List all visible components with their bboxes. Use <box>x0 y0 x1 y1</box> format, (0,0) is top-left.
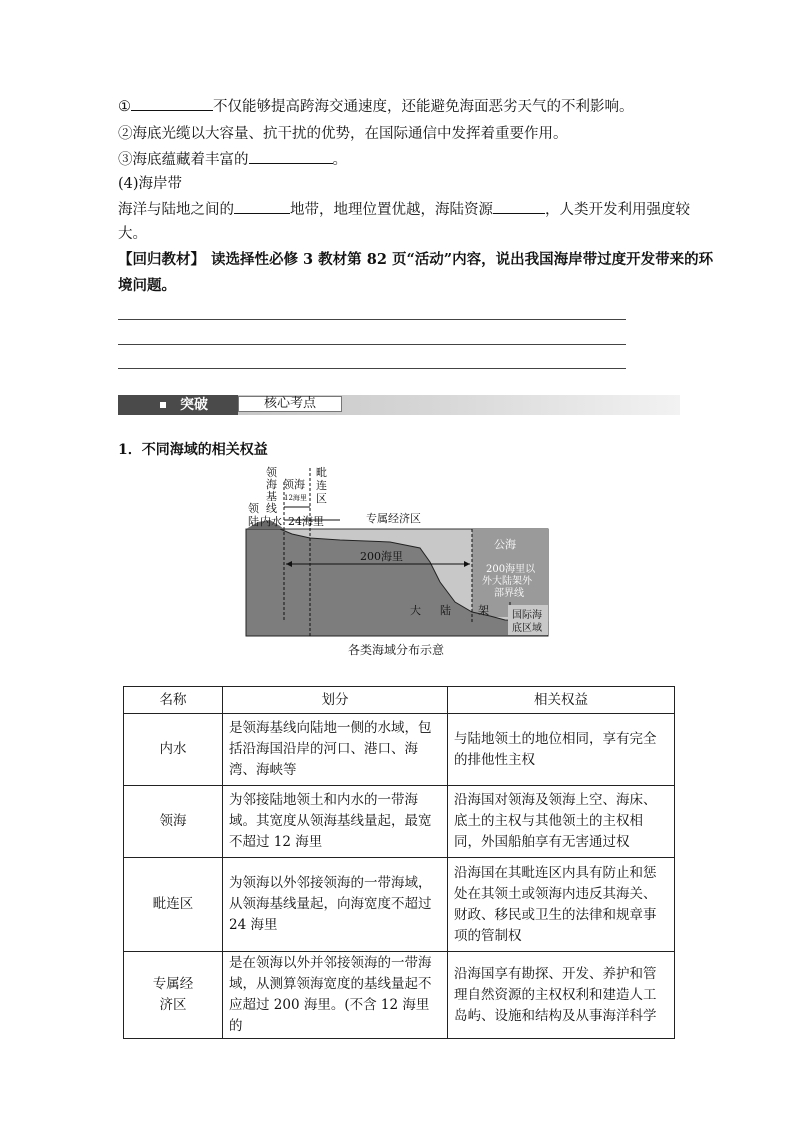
label-high-seas: 公海 <box>494 538 516 551</box>
cell-division: 为邻接陆地领土和内水的一带海 域。其宽度从领海基线量起，最宽 不超过 12 海里 <box>223 786 448 858</box>
cell-division: 为领海以外邻接领海的一带海域， 从领海基线量起，向海宽度不超过 24 海里 <box>223 858 448 952</box>
label-intl-area-2: 底区域 <box>512 623 542 634</box>
cell-name: 内水 <box>124 714 223 786</box>
label-ling-col-4: 线 <box>266 502 277 515</box>
subheading-coast: (4)海岸带 <box>118 176 183 192</box>
cell-name: 专属经 济区 <box>124 952 223 1039</box>
label-shelf-line-3: 部界线 <box>494 588 524 599</box>
label-ling-col-3: 基 <box>266 490 277 503</box>
label-24nm: 24海里 <box>288 515 324 528</box>
cell-rights: 沿海国在其毗连区内具有防止和惩 处在其领土或领海内违反其海关、 财政、移民或卫生的法律和规章事 项的管制权 <box>448 858 675 952</box>
header-division: 划分 <box>223 687 448 714</box>
label-200nm: 200海里 <box>360 550 403 563</box>
label-12nm: 12海里 <box>284 494 307 502</box>
fill-blank-3[interactable] <box>234 199 290 214</box>
header-rights: 相关权益 <box>448 687 675 714</box>
banner-label: 突破 <box>180 397 208 413</box>
table-row <box>124 714 675 786</box>
header-name: 名称 <box>124 687 223 714</box>
label-eez: 专属经济区 <box>366 512 421 525</box>
cell-name: 毗连区 <box>124 858 223 952</box>
review-tag: 【回归教材】 <box>118 251 205 268</box>
answer-line-1[interactable] <box>118 319 626 320</box>
answer-line-3[interactable] <box>118 368 626 369</box>
label-pilian-3: 区 <box>316 492 327 505</box>
table-row <box>124 858 675 952</box>
label-ling: 领 <box>248 502 259 515</box>
cell-division: 是领海基线向陆地一侧的水域，包 括沿海国沿岸的河口、港口、海 湾、海峡等 <box>223 714 448 786</box>
label-shelf-line-2: 外大陆架外 <box>482 576 532 587</box>
label-ling-col-2: 海 <box>266 478 277 491</box>
square-bullet-icon <box>160 402 166 408</box>
diagram-caption: 各类海域分布示意 <box>347 643 444 657</box>
label-shelf-da: 大 <box>410 604 421 617</box>
table-header-row <box>124 687 675 714</box>
label-shelf-lu: 陆 <box>440 604 451 617</box>
fill-blank-1[interactable] <box>131 96 213 111</box>
item-1: ① 不仅能够提高跨海交通速度，还能避免海面恶劣天气的不利影响。 <box>118 96 634 117</box>
banner-box-label: 核心考点 <box>238 396 342 412</box>
cell-name: 领海 <box>124 786 223 858</box>
label-nei-shui: 内水 <box>260 515 282 528</box>
label-lu: 陆 <box>248 515 259 528</box>
coast-paragraph-line1: 海洋与陆地之间的 地带，地理位置优越，海陆资源 ，人类开发利用强度较 <box>118 199 690 220</box>
label-pilian-1: 毗 <box>316 466 327 479</box>
label-ling-col-1: 领 <box>266 466 277 479</box>
cell-division: 是在领海以外并邻接领海的一带海 域，从测算领海宽度的基线量起不 应超过 200 海里。(不含 12 海里的 <box>223 952 448 1039</box>
sea-zones-diagram <box>240 462 552 642</box>
label-ling-hai: 领海 <box>283 478 305 491</box>
table-row <box>124 786 675 858</box>
fill-blank-2[interactable] <box>249 149 333 164</box>
review-line2: 境问题。 <box>118 277 176 294</box>
cell-rights: 沿海国对领海及领海上空、海床、 底土的主权与其他领土的主权相 同，外国船舶享有无害通过权 <box>448 786 675 858</box>
cell-rights: 沿海国享有勘探、开发、养护和管 理自然资源的主权权利和建造人工 岛屿、设施和结构及从事海洋科学 <box>448 952 675 1039</box>
label-intl-area-1: 国际海 <box>512 610 542 621</box>
fill-blank-4[interactable] <box>493 199 545 214</box>
sea-rights-table <box>123 686 675 1039</box>
review-line1: 【回归教材】 读选择性必修 3 教材第 82 页“活动”内容，说出我国海岸带过度开发带来的环 <box>118 251 714 268</box>
banner-dark-block <box>118 395 238 415</box>
section-heading: 1．不同海域的相关权益 <box>118 442 268 458</box>
item-3: ③海底蕴藏着丰富的 。 <box>118 149 347 170</box>
answer-line-2[interactable] <box>118 344 626 345</box>
label-pilian-2: 连 <box>316 479 327 492</box>
coast-paragraph-line2: 大。 <box>118 226 147 242</box>
section-banner <box>118 395 680 415</box>
table-row <box>124 952 675 1039</box>
label-shelf-line-1: 200海里以 <box>486 564 536 575</box>
label-shelf-jia: 架 <box>478 604 489 617</box>
cell-rights: 与陆地领土的地位相同，享有完全 的排他性主权 <box>448 714 675 786</box>
item-2: ②海底光缆以大容量、抗干扰的优势，在国际通信中发挥着重要作用。 <box>118 126 568 142</box>
